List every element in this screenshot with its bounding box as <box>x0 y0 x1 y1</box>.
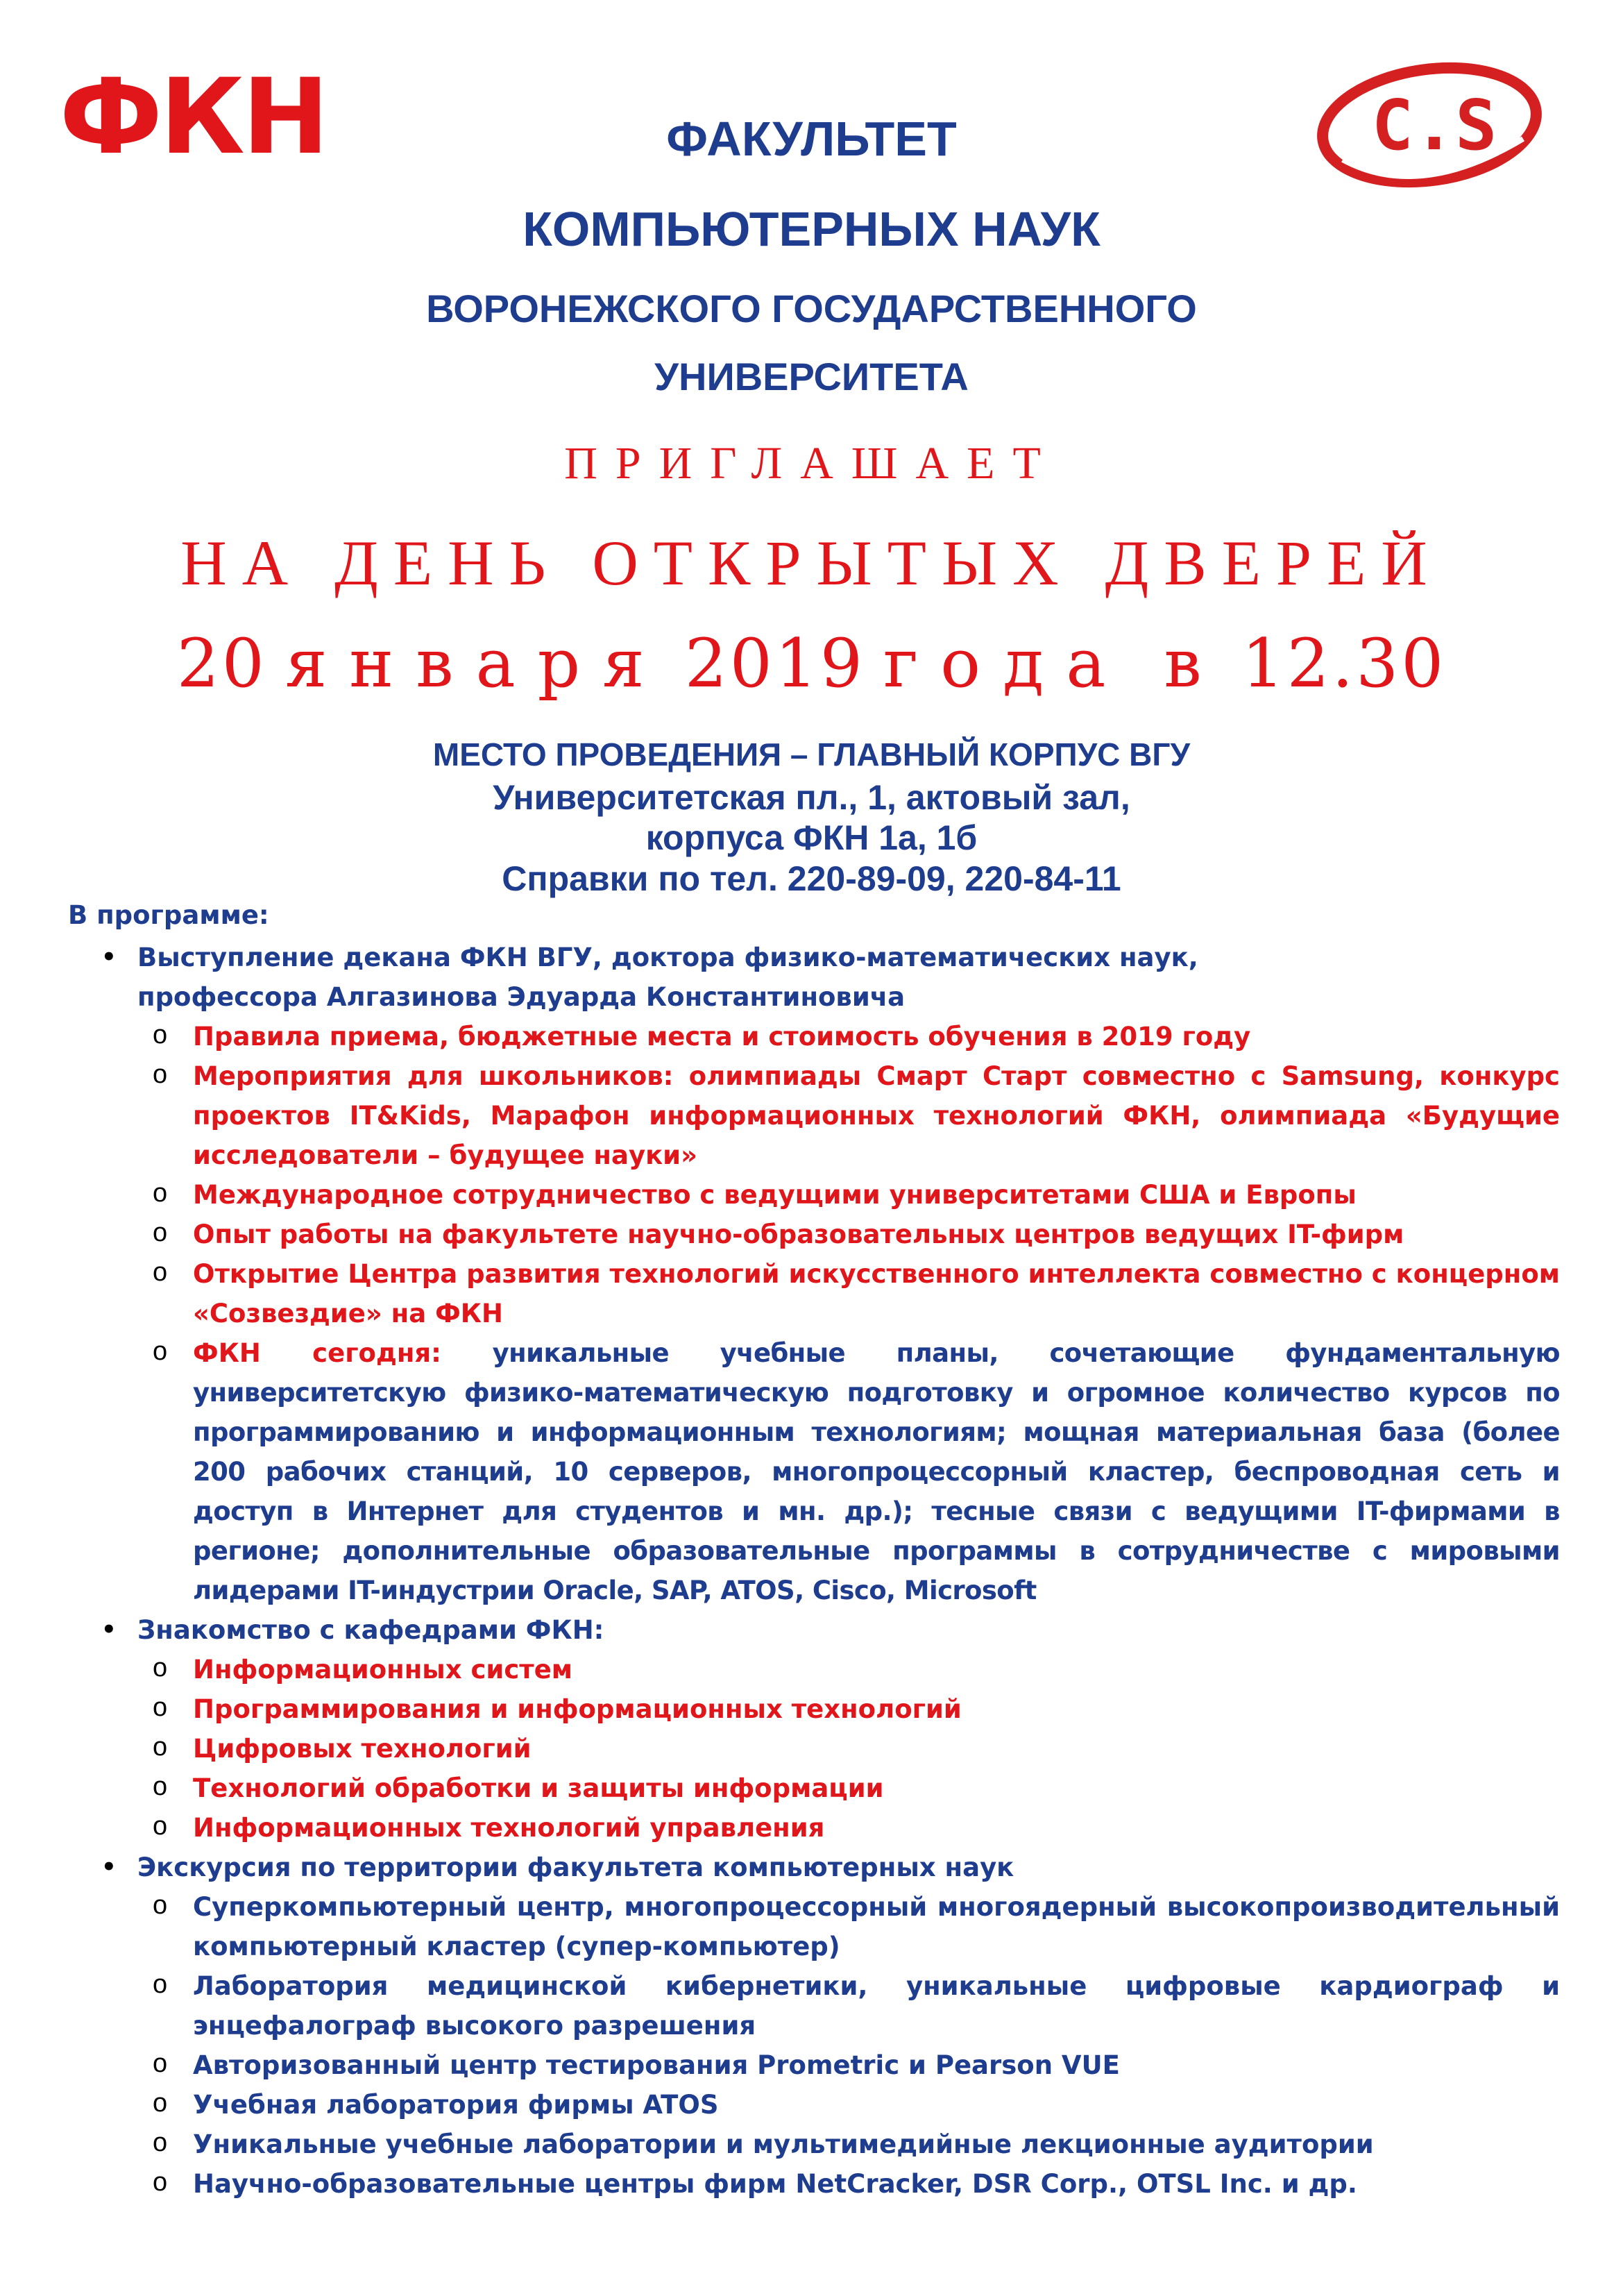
university-title-line1: ВОРОНЕЖСКОГО ГОСУДАРСТВЕННОГО <box>426 287 1197 330</box>
program-item-dean <box>137 938 1560 1610</box>
list-item: o Авторизованный центр тестирования Prometric и Pearson VUE <box>193 2045 1560 2085</box>
list-item: o Программирования и информационных технологий <box>193 1689 1560 1729</box>
venue-phones: Справки по тел. 220-89-09, 220-84-11 <box>502 859 1121 898</box>
date-day: 20 <box>176 625 267 702</box>
venue-place: МЕСТО ПРОВЕДЕНИЯ – ГЛАВНЫЙ КОРПУС ВГУ <box>432 736 1191 773</box>
faculty-title-line2: КОМПЬЮТЕРНЫХ НАУК <box>522 202 1101 256</box>
program-section <box>68 895 1560 2204</box>
date-in: в <box>1164 625 1224 702</box>
date-word: года <box>883 625 1128 702</box>
list-item: o Информационных систем <box>193 1650 1560 1689</box>
excursion-heading: • Экскурсия по территории факультета компьютерных наук <box>137 1852 1014 1882</box>
dean-line2: профессора Алгазинова Эдуарда Константиновича <box>137 982 906 1012</box>
dean-sublist <box>137 1017 1560 1610</box>
fkn-logo-text: ФКН <box>59 57 327 178</box>
venue-address: Университетская пл., 1, актовый зал, <box>493 778 1130 817</box>
list-item: o Международное сотрудничество с ведущими университетами США и Европы <box>193 1175 1560 1215</box>
list-item: o Информационных технологий управления <box>193 1808 1560 1848</box>
fkn-today-label: ФКН сегодня: <box>193 1338 441 1368</box>
list-item: o Опыт работы на факультете научно-образовательных центров ведущих IT-фирм <box>193 1215 1560 1254</box>
departments-sublist <box>137 1650 1560 1848</box>
list-item: o Открытие Центра развития технологий искусственного интеллекта совместно с концерном «Созвездие» на ФКН <box>193 1254 1560 1333</box>
list-item: o Суперкомпьютерный центр, многопроцессорный многоядерный высокопроизводительный компьютерный кластер (супер-компьютер) <box>193 1887 1560 1966</box>
list-item: o Технологий обработки и защиты информации <box>193 1769 1560 1808</box>
list-item: o Учебная лаборатория фирмы ATOS <box>193 2085 1560 2125</box>
venue-buildings: корпуса ФКН 1а, 1б <box>645 818 978 857</box>
program-item-excursion <box>137 1848 1560 2204</box>
date-year: 2019 <box>684 625 865 702</box>
date-time: 12.30 <box>1241 625 1447 702</box>
dean-line1: • Выступление декана ФКН ВГУ, доктора физико-математических наук, <box>137 943 1198 972</box>
list-item: o Научно-образовательные центры фирм NetCracker, DSR Corp., OTSL Inc. и др. <box>193 2164 1560 2204</box>
fkn-today-text: уникальные учебные планы, сочетающие фундаментальную университетскую физико-математическую подготовку и огромное количество курсов по программированию и информационным технологиям; мощная материальная база (более 200 рабочих станций, 10 серверов, многопроцессорный кластер, беспроводная сеть и доступ в Интернет для студентов и мн. др.); тесные связи с ведущими IT-фирмами в регионе; дополнительные образовательные программы в сотрудничестве с мировыми лидерами IT-индустрии Oracle, SAP, ATOS, Cisco, Microsoft <box>193 1338 1561 1605</box>
list-item: o Уникальные учебные лаборатории и мультимедийные лекционные аудитории <box>193 2125 1560 2164</box>
list-item: o Правила приема, бюджетные места и стоимость обучения в 2019 году <box>193 1017 1560 1056</box>
date-month: января <box>284 625 667 702</box>
program-title: В программе: <box>68 900 269 930</box>
program-item-departments <box>137 1610 1560 1848</box>
faculty-title-line1: ФАКУЛЬТЕТ <box>666 112 957 166</box>
excursion-sublist <box>137 1887 1560 2204</box>
list-item: o Лаборатория медицинской кибернетики, уникальные цифровые кардиограф и энцефалограф высокого разрешения <box>193 1966 1560 2045</box>
open-day-heading: НА ДЕНЬ ОТКРЫТЫХ ДВЕРЕЙ <box>180 527 1443 598</box>
cs-logo-text: C.S <box>1371 85 1497 166</box>
university-title-line2: УНИВЕРСИТЕТА <box>654 355 969 398</box>
list-item: o Цифровых технологий <box>193 1729 1560 1769</box>
invites-heading: ПРИГЛАШАЕТ <box>564 438 1059 489</box>
list-item: o Мероприятия для школьников: олимпиады Смарт Старт совместно с Samsung, конкурс проектов IT&Kids, Марафон информационных технологий ФКН, олимпиада «Будущие исследователи – будущее науки» <box>193 1056 1560 1175</box>
event-date <box>0 625 1623 702</box>
program-list <box>68 938 1560 2204</box>
departments-heading: • Знакомство с кафедрами ФКН: <box>137 1615 604 1645</box>
list-item-fkn-today <box>193 1333 1560 1610</box>
